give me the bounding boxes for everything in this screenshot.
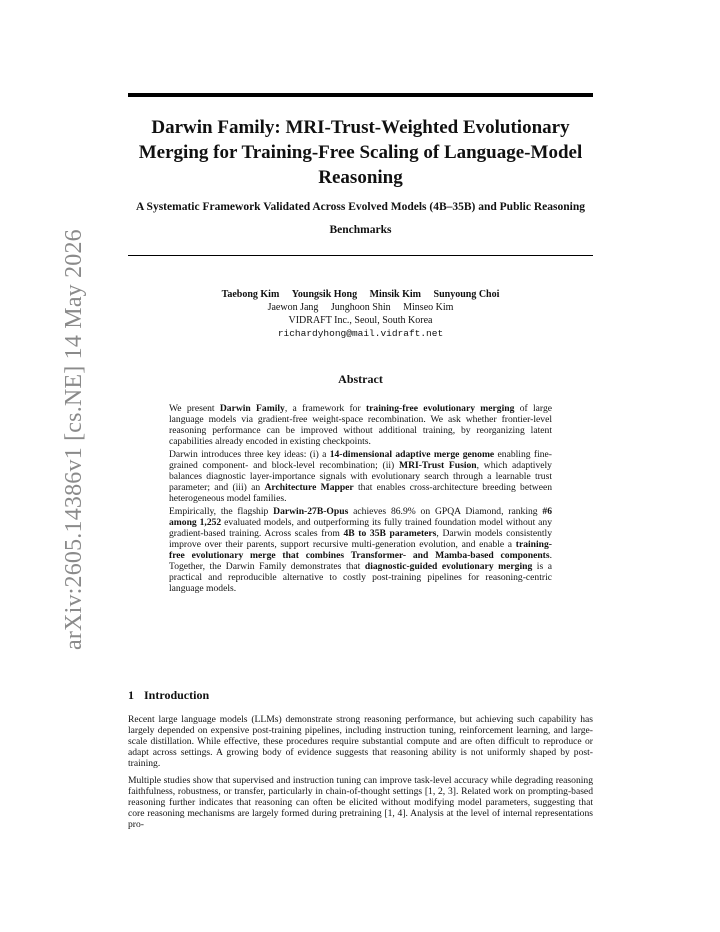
abstract-paragraph bbox=[169, 506, 552, 594]
author-affiliation: VIDRAFT Inc., Seoul, South Korea bbox=[288, 315, 433, 326]
abstract-paragraph bbox=[169, 403, 552, 447]
bold-phrase: 4B to 35B parameters bbox=[343, 528, 437, 539]
text-run: Empirically, the flagship bbox=[169, 506, 274, 517]
text-run: . Together, the Darwin Family demonstrates that bbox=[169, 550, 552, 572]
title-bottom-rule bbox=[128, 255, 593, 256]
author-email: richardyhong@mail.vidraft.net bbox=[277, 328, 444, 339]
bold-phrase: Architecture Mapper bbox=[264, 482, 354, 493]
bold-phrase: training-free evolutionary merging bbox=[365, 403, 515, 414]
text-run: enabling fine-grained component- and block-level recombination; (ii) bbox=[169, 449, 552, 471]
text-run: is a practical and reproducible alternative to costly post-training pipelines for reasoning-centric language models. bbox=[169, 561, 552, 594]
arxiv-identifier-text: arXiv:2605.14386v1 [cs.NE] 14 May 2026 bbox=[61, 229, 87, 650]
section-number: 1 bbox=[128, 688, 134, 702]
text-run: achieves 86.9% on GPQA Diamond, ranking bbox=[348, 506, 543, 517]
section-title: Introduction bbox=[144, 688, 210, 702]
bold-phrase: #6 among 1,252 bbox=[169, 506, 552, 528]
section-heading bbox=[128, 688, 593, 703]
abstract-heading: Abstract bbox=[338, 372, 383, 386]
author-name: Taebong Kim bbox=[221, 289, 280, 300]
paper-title: Darwin Family: MRI-Trust-Weighted Evolutionary Merging for Training-Free Scaling of Language-Model Reasoning bbox=[138, 117, 583, 188]
body-paragraph: Recent large language models (LLMs) demonstrate strong reasoning performance, but achieving such capability has largely depended on expensive post-training pipelines, including instruction tuning, reinforcement learning, and large-scale distillation. While effective, these procedures require substantial compute and are often difficult to reproduce or adapt across settings. A growing body of evidence suggests that reasoning ability is not uniformly shaped by post-training. bbox=[128, 714, 593, 769]
abstract-body bbox=[169, 403, 552, 596]
bold-phrase: training-free evolutionary merge that combines Transformer- and Mamba-based components bbox=[169, 539, 552, 561]
text-run: of large language models via gradient-free weight-space recombination. We ask whether frontier-level reasoning performance can be improved without additional training, by reorganizing latent capabilities already encoded in existing checkpoints. bbox=[169, 403, 552, 447]
text-run: , a framework for bbox=[284, 403, 366, 414]
body-paragraph: Multiple studies show that supervised and instruction tuning can improve task-level accuracy while degrading reasoning faithfulness, robustness, or transfer, particularly in chain-of-thought settings [1, 2, 3]. Related work on prompting-based reasoning further indicates that reasoning can often be elicited without modifying model parameters, suggesting that core reasoning mechanisms are largely formed during pretraining [1, 4]. Analysis at the level of internal representations pro- bbox=[128, 775, 593, 830]
author-name: Jaewon Jang bbox=[267, 302, 319, 313]
author-block bbox=[128, 288, 593, 340]
text-run: , Darwin models consistently improve over their parents, support recursive multi-generation evolution, and enable a bbox=[169, 528, 552, 550]
bold-phrase: diagnostic-guided evolutionary merging bbox=[364, 561, 533, 572]
bold-phrase: Darwin Family bbox=[219, 403, 285, 414]
author-row-1 bbox=[128, 288, 593, 301]
arxiv-identifier-stamp bbox=[8, 229, 87, 650]
text-run: Darwin introduces three key ideas: (i) a bbox=[169, 449, 330, 460]
title-top-rule bbox=[128, 93, 593, 97]
author-name: Minsik Kim bbox=[369, 289, 422, 300]
author-name: Sunyoung Choi bbox=[433, 289, 500, 300]
text-run: We present bbox=[169, 403, 220, 414]
author-name: Minseo Kim bbox=[403, 302, 454, 313]
abstract-paragraph bbox=[169, 449, 552, 504]
introduction-body bbox=[128, 714, 593, 836]
bold-phrase: MRI-Trust Fusion bbox=[399, 460, 477, 471]
bold-phrase: 14-dimensional adaptive merge genome bbox=[329, 449, 495, 460]
text-run: that enables cross-architecture breeding between heterogeneous model families. bbox=[169, 482, 553, 504]
bold-phrase: Darwin-27B-Opus bbox=[273, 506, 349, 517]
author-name: Youngsik Hong bbox=[291, 289, 358, 300]
text-run: evaluated models, and outperforming its fully trained foundation model without any gradient-based training. Across scales from bbox=[169, 517, 552, 539]
author-row-2 bbox=[128, 301, 593, 314]
author-name: Junghoon Shin bbox=[330, 302, 391, 313]
paper-subtitle: A Systematic Framework Validated Across Evolved Models (4B–35B) and Public Reasoning Benchmarks bbox=[136, 201, 585, 236]
text-run: , which adaptively balances diagnostic layer-importance signals with evolutionary search through a learnable trust parameter; and (iii) an bbox=[169, 460, 552, 493]
